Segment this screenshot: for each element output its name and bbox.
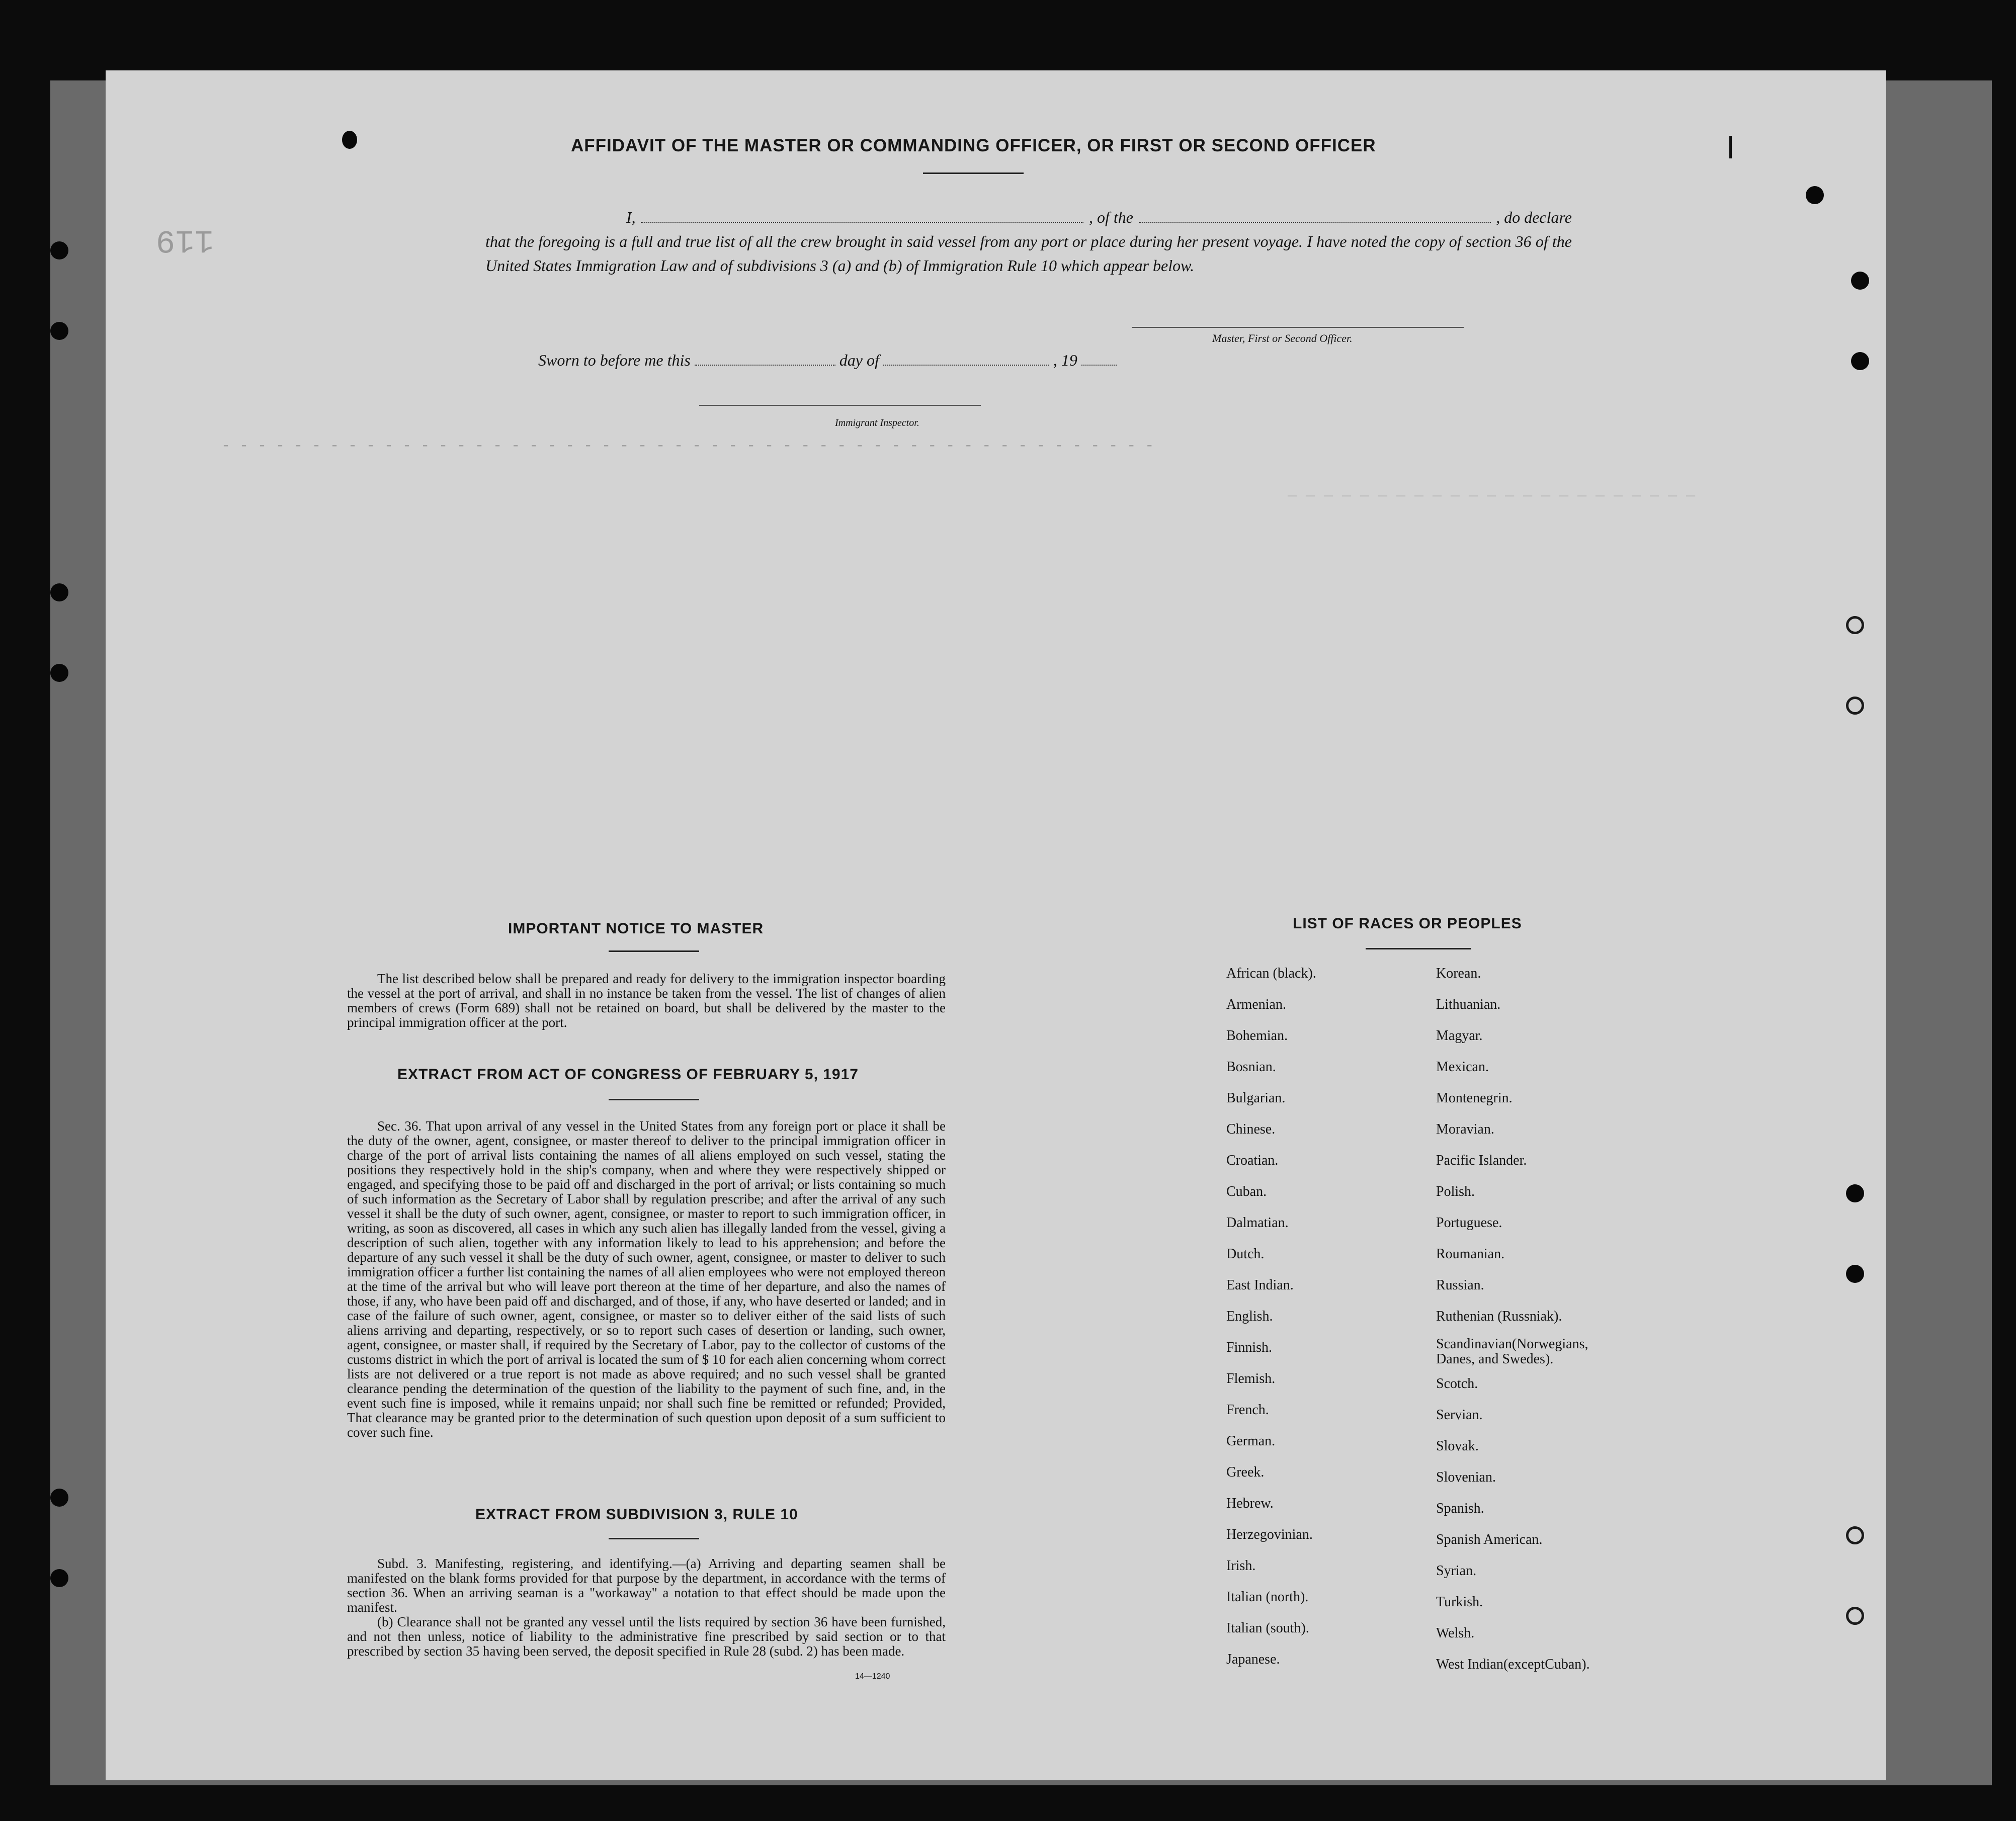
race-col1-item: Cuban. (1226, 1184, 1267, 1199)
signature-line (1132, 327, 1464, 328)
act-extract-text: Sec. 36. That upon arrival of any vessel in the United States from any foreign port or place it shall be the duty of the owner, agent, consignee, or master thereof to deliver to the principal immigration officer in charge of the port of arrival lists containing the names of all aliens employed on such vessel, stating the positions they respectively hold in the ship's company, when and where they were respectively shipped or engaged, and specifying those to be paid off and discharged in the port of arrival; or lists containing so much of such information as the Secretary of Labor shall by regulation prescribe; and after the arrival of any such vessel it shall be the duty of such owner, agent, consignee, or master to report to such immigration officer, in writing, as soon as discovered, all cases in which any such alien has illegally landed from the vessel, giving a description of such alien, together with any information likely to lead to his apprehension; and before the departure of any such vessel it shall be the duty of such owner, agent, consignee, or master to deliver to such immigration officer a further list containing the names of all alien employees who were not employed thereon at the time of the arrival but who will leave port thereon at the time of her departure, and also the names of those, if any, who have been paid off and discharged, and of those, if any, who have deserted or landed; and in case of the failure of such owner, agent, consignee, or master so to deliver either of the said lists of such aliens arriving and departing, respectively, or so to report such cases of desertion or landing, such owner, agent, consignee, or master shall, if required by the Secretary of Labor, pay to the collector of customs of the customs district in which the port of arrival is located the sum of $ 10 for each alien concerning whom correct lists are not delivered or a true report is not made as above required; and no such vessel shall be granted clearance pending the determination of the question of the liability to the payment of such fine, and, in the event such fine is imposed, while it remains unpaid; nor shall such fine be remitted or refunded; Provided, That clearance may be granted prior to the determination of such question upon deposit of a sum sufficient to cover such fine. (347, 1118, 946, 1440)
notice-title: IMPORTANT NOTICE TO MASTER (508, 920, 764, 937)
binder-hole (50, 664, 68, 682)
race-col1-item: Bohemian. (1226, 1028, 1288, 1044)
marginal-number: 119 (156, 221, 214, 257)
rule-extract-text-b: (b) Clearance shall not be granted any vessel until the lists required by section 36 have been furnished, and not then unless, notice of liability to the administrative fine prescribed by said section or to that prescribed by section 35 having been served, the deposit specified in Rule 28 (subd. 2) has been made. (347, 1614, 946, 1659)
race-col2-item: West Indian(exceptCuban). (1436, 1657, 1590, 1672)
race-col1-item: German. (1226, 1433, 1276, 1449)
race-col2-item: Spanish. (1436, 1501, 1484, 1516)
race-col2-item: Pacific Islander. (1436, 1153, 1527, 1168)
race-col2-item: Roumanian. (1436, 1246, 1505, 1262)
eyelet-ring (1846, 697, 1864, 715)
race-col2-item: Ruthenian (Russniak). (1436, 1309, 1562, 1324)
race-col1-item: Chinese. (1226, 1121, 1276, 1137)
declaration-text: that the foregoing is a full and true list of all the crew brought in said vessel from any port or place during her present voyage. I have noted the copy of section 36 of the United States Immigration Law and of subdivisions 3 (a) and (b) of Immigration Rule 10 which appear below. (485, 232, 1572, 275)
sworn-line (538, 350, 1117, 370)
binder-hole (50, 1569, 68, 1587)
name-blank (641, 207, 1083, 223)
race-col1-item: Italian (south). (1226, 1620, 1309, 1636)
sworn-label: Sworn to before me this (538, 351, 691, 369)
race-col1-item: Italian (north). (1226, 1589, 1309, 1605)
race-col2-item: Portuguese. (1436, 1215, 1502, 1231)
race-col2-item: Lithuanian. (1436, 997, 1501, 1012)
tack-mark (1851, 352, 1869, 370)
act-rule (609, 1099, 699, 1100)
race-col2-item: Slovenian. (1436, 1469, 1496, 1485)
eyelet-ring (1846, 1607, 1864, 1625)
declaration-first-line (485, 205, 1572, 229)
race-col2-item: Scandinavian(Norwegians, Danes, and Swedes). (1436, 1336, 1588, 1367)
race-col2-item: Russian. (1436, 1277, 1484, 1293)
race-col2-item: Scotch. (1436, 1376, 1478, 1392)
race-col1-item: Dalmatian. (1226, 1215, 1289, 1231)
race-col1-item: Dutch. (1226, 1246, 1265, 1262)
race-col2-item: Spanish American. (1436, 1532, 1543, 1547)
rule-extract-text-a: Subd. 3. Manifesting, registering, and identifying.—(a) Arriving and departing seamen shall be manifested on the blank forms provided for that purpose by the department, in accordance with the terms of section 36. When an arriving seaman is a "workaway" a notation to that effect should be made upon the manifest. (347, 1556, 946, 1615)
title-rule (923, 172, 1024, 174)
inspector-caption: Immigrant Inspector. (835, 417, 919, 428)
race-col1-item: Bosnian. (1226, 1059, 1276, 1075)
form-number: 14—1240 (855, 1672, 890, 1681)
race-col1-item: Greek. (1226, 1464, 1265, 1480)
year-label: , 19 (1053, 351, 1077, 369)
eyelet-ring (1846, 1526, 1864, 1544)
race-col2-item: Turkish. (1436, 1594, 1483, 1610)
race-col1-item: Finnish. (1226, 1340, 1273, 1355)
binder-hole (50, 1489, 68, 1507)
ink-mark (1729, 136, 1732, 158)
binder-hole (50, 583, 68, 601)
race-col2-item: Slovak. (1436, 1438, 1479, 1454)
affidavit-declaration (485, 205, 1572, 278)
tack-mark (1846, 1265, 1864, 1283)
race-col1-item: Bulgarian. (1226, 1090, 1286, 1106)
race-col2-item: Polish. (1436, 1184, 1475, 1199)
signature-caption: Master, First or Second Officer. (1212, 332, 1353, 344)
of-the-label: , of the (1088, 208, 1133, 226)
races-title: LIST OF RACES OR PEOPLES (1293, 915, 1522, 932)
race-col1-item: Japanese. (1226, 1652, 1280, 1667)
month-blank (883, 350, 1049, 366)
affidavit-title: AFFIDAVIT OF THE MASTER OR COMMANDING OFFICER, OR FIRST OR SECOND OFFICER (571, 136, 1376, 155)
rule-rule (609, 1538, 699, 1539)
do-declare-label: , do declare (1496, 208, 1572, 226)
tack-mark (1846, 1184, 1864, 1202)
race-col1-item: East Indian. (1226, 1277, 1294, 1293)
bleed-through-text: _ _ _ _ _ _ _ _ _ _ _ _ _ _ _ _ _ _ _ _ _ _ _ (1288, 483, 1696, 500)
vessel-blank (1139, 207, 1491, 223)
race-col1-item: African (black). (1226, 966, 1316, 981)
race-col2-item: Servian. (1436, 1407, 1483, 1423)
race-col2-item: Moravian. (1436, 1121, 1494, 1137)
act-extract-title: EXTRACT FROM ACT OF CONGRESS OF FEBRUARY 5, 1917 (397, 1066, 859, 1083)
tack-mark (1851, 272, 1869, 290)
tack-mark (342, 131, 357, 149)
tack-mark (1806, 186, 1824, 204)
notice-rule (609, 950, 699, 952)
race-col2-item: Syrian. (1436, 1563, 1477, 1579)
eyelet-ring (1846, 616, 1864, 634)
race-col2-item: Mexican. (1436, 1059, 1489, 1075)
binder-hole (50, 322, 68, 340)
rule-extract-title: EXTRACT FROM SUBDIVISION 3, RULE 10 (475, 1506, 798, 1523)
bleed-through-text: - - - - - - - - - - - - - - - - - - - - - - - - - - - - - - - - - - - - - - - - - - - - - - - - - - - - (221, 438, 1154, 455)
year-blank (1081, 350, 1117, 366)
race-col1-item: Croatian. (1226, 1153, 1279, 1168)
race-col1-item: Flemish. (1226, 1371, 1276, 1386)
race-col2-item: Montenegrin. (1436, 1090, 1513, 1106)
inspector-line (699, 405, 981, 406)
race-col1-item: French. (1226, 1402, 1269, 1418)
document-page (106, 70, 1886, 1780)
notice-text: The list described below shall be prepared and ready for delivery to the immigration inspector boarding the vessel at the port of arrival, and shall in no instance be taken from the vessel. The list of changes of alien members of crews (Form 689) shall not be retained on board, but shall be delivered by the master to the principal immigration officer at the port. (347, 971, 946, 1030)
i-label: I, (626, 208, 636, 226)
day-of-label: day of (839, 351, 879, 369)
race-col1-item: Armenian. (1226, 997, 1286, 1012)
races-rule (1366, 948, 1471, 949)
race-col1-item: Hebrew. (1226, 1496, 1274, 1511)
race-col2-item: Welsh. (1436, 1625, 1475, 1641)
race-col1-item: Irish. (1226, 1558, 1256, 1574)
race-col2-item: Korean. (1436, 966, 1481, 981)
race-col2-item: Magyar. (1436, 1028, 1483, 1044)
binder-hole (50, 241, 68, 259)
race-col1-item: Herzegovinian. (1226, 1527, 1313, 1542)
day-blank (695, 350, 835, 366)
race-col1-item: English. (1226, 1309, 1273, 1324)
